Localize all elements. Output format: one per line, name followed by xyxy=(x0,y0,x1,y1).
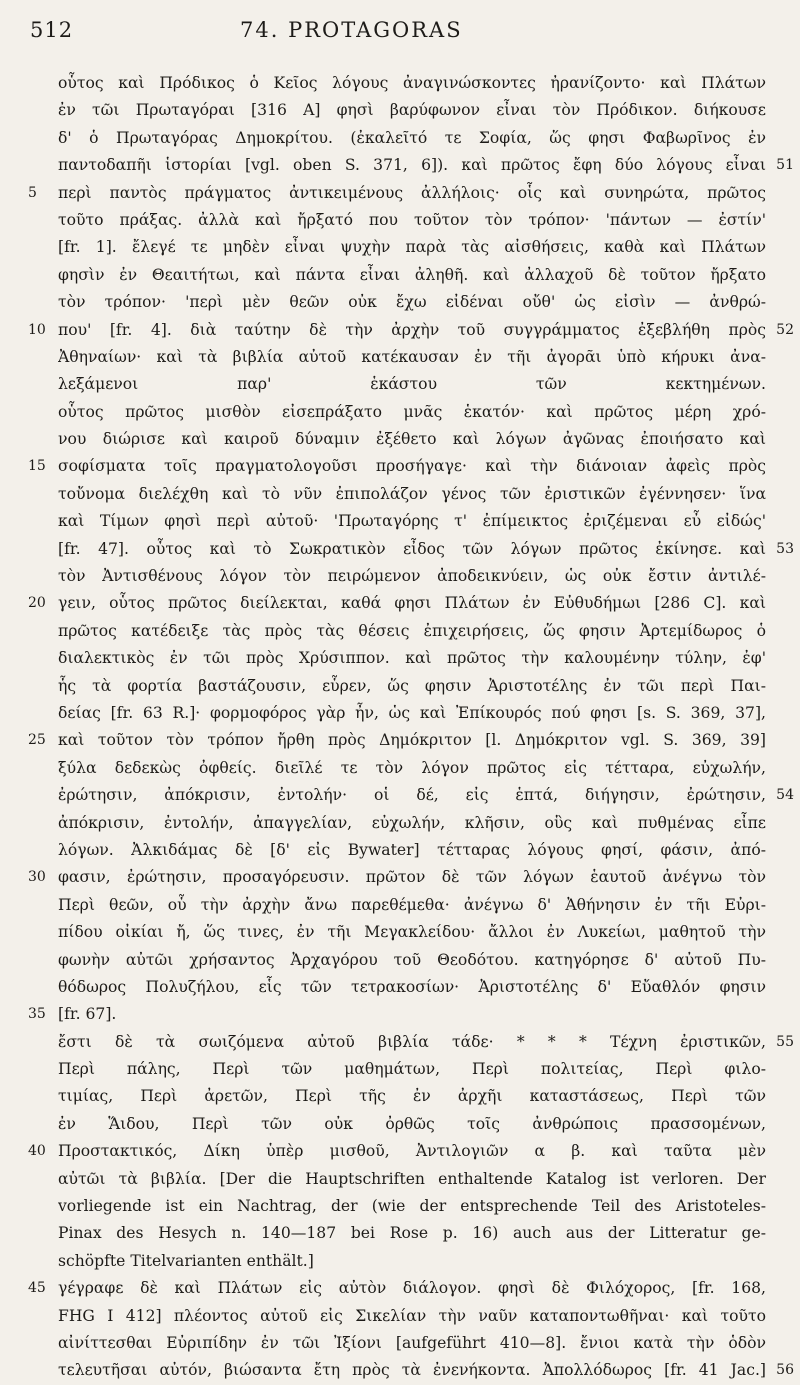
text-line xyxy=(0,1166,800,1193)
text-line xyxy=(0,371,800,398)
page-header xyxy=(0,12,800,52)
line-text: αἰνίττεσθαι Εὐριπίδην ἐν τῶι Ἰξίονι [aufgeführt 410—8]. ἔνιοι κατὰ τὴν ὁδὸν xyxy=(58,1333,766,1352)
text-line xyxy=(0,810,800,837)
text-line xyxy=(0,1330,800,1357)
text-line xyxy=(0,344,800,371)
line-text: vorliegende ist ein Nachtrag, der (wie der entsprechende Teil des Aristoteles- xyxy=(58,1197,766,1216)
line-text: FHG I 412] πλέοντος αὐτοῦ εἰς Σικελίαν τὴν ναῦν καταποντωθῆναι· καὶ τοῦτο xyxy=(58,1306,766,1325)
line-number: 35 xyxy=(28,1006,46,1023)
text-line xyxy=(0,152,800,179)
line-text: τελευτῆσαι αὐτόν, βιώσαντα ἔτη πρὸς τὰ ἐνενήκοντα. Ἀπολλόδωρος [fr. 41 Jac.] xyxy=(58,1361,766,1380)
line-text: που' [fr. 4]. διὰ ταύτην δὲ τὴν ἀρχὴν τοῦ συγγράμματος ἐξεβλήθη πρὸς xyxy=(58,320,766,339)
text-line xyxy=(0,1029,800,1056)
margin-number: 54 xyxy=(776,787,794,804)
text-line xyxy=(0,1220,800,1247)
line-text: σοφίσματα τοῖς πραγματολογοῦσι προσήγαγε· καὶ τὴν διάνοιαν ἀφεὶς πρὸς xyxy=(58,457,766,476)
line-number: 25 xyxy=(28,732,46,749)
line-text: λόγων. Ἀλκιδάμας δὲ [δ' εἰς Bywater] τέτταρας λόγους φησί, φάσιν, ἀπό- xyxy=(58,840,766,859)
line-text: ἐν τῶι Πρωταγόραι [316 A] φησὶ βαρύφωνον εἶναι τὸν Πρόδικον. διήκουσε xyxy=(58,101,766,120)
text-line xyxy=(0,289,800,316)
line-text: διαλεκτικὸς ἐν τῶι πρὸς Χρύσιππον. καὶ πρῶτος τὴν καλουμένην τύλην, ἐφ' xyxy=(58,649,766,668)
text-line xyxy=(0,864,800,891)
line-text: [fr. 47]. οὗτος καὶ τὸ Σωκρατικὸν εἶδος τῶν λόγων πρῶτος ἐκίνησε. καὶ xyxy=(58,539,766,558)
line-text: νου διώρισε καὶ καιροῦ δύναμιν ἐξέθετο καὶ λόγων ἀγῶνας ἐποιήσατο καὶ xyxy=(58,430,766,449)
text-line xyxy=(0,399,800,426)
line-text: τὸν τρόπον· 'περὶ μὲν θεῶν οὐκ ἔχω εἰδέναι οὔθ' ὡς εἰσὶν — ἀνθρώ- xyxy=(58,293,766,312)
text-line xyxy=(0,947,800,974)
line-text: Περὶ θεῶν, οὗ τὴν ἀρχὴν ἄνω παρεθέμεθα· ἀνέγνω δ' Ἀθήνησιν ἐν τῆι Εὐρι- xyxy=(58,895,766,914)
line-text: schöpfte Titelvarianten enthält.] xyxy=(58,1251,314,1270)
line-text: αὐτῶι τὰ βιβλία. [Der die Hauptschriften enthaltende Katalog ist verloren. Der xyxy=(58,1169,766,1188)
text-line xyxy=(0,837,800,864)
line-text: παντοδαπῆι ἱστορίαι [vgl. oben S. 371, 6]). καὶ πρῶτος ἔφη δύο λόγους εἶναι xyxy=(58,156,766,175)
margin-number: 53 xyxy=(776,540,794,557)
text-line xyxy=(0,317,800,344)
line-text: τὸν Ἀντισθένους λόγον τὸν πειρώμενον ἀποδεικνύειν, ὡς οὐκ ἔστιν ἀντιλέ- xyxy=(58,567,766,586)
text-line xyxy=(0,97,800,124)
line-text: δείας [fr. 63 R.]· φορμοφόρος γὰρ ἦν, ὡς καὶ Ἐπίκουρός πού φησι [s. S. 369, 37], xyxy=(58,703,766,722)
line-text: γέγραφε δὲ καὶ Πλάτων εἰς αὐτὸν διάλογον. φησὶ δὲ Φιλόχορος, [fr. 168, xyxy=(58,1279,766,1298)
text-line xyxy=(0,70,800,97)
line-text: ἀπόκρισιν, ἐντολήν, ἀπαγγελίαν, εὐχωλήν, κλῆσιν, οὓς καὶ πυθμένας εἶπε xyxy=(58,813,766,832)
line-text: [fr. 67]. xyxy=(58,1005,117,1024)
text-line xyxy=(0,1083,800,1110)
text-line xyxy=(0,1056,800,1083)
margin-number: 52 xyxy=(776,321,794,338)
text-line xyxy=(0,536,800,563)
margin-number: 56 xyxy=(776,1362,794,1379)
line-number: 30 xyxy=(28,869,46,886)
margin-number: 51 xyxy=(776,157,794,174)
text-line xyxy=(0,180,800,207)
line-text: περὶ παντὸς πράγματος ἀντικειμένους ἀλλήλοις· οἷς καὶ συνηρώτα, πρῶτος xyxy=(58,183,766,202)
line-number: 15 xyxy=(28,458,46,475)
text-line xyxy=(0,1193,800,1220)
line-text: καὶ Τίμων φησὶ περὶ αὐτοῦ· 'Πρωταγόρης τ' ἐπίμεικτος ἐριζέμεναι εὖ εἰδώς' xyxy=(58,512,766,531)
line-text: θόδωρος Πολυζήλου, εἷς τῶν τετρακοσίων· Ἀριστοτέλης δ' Εὔαθλόν φησιν xyxy=(58,977,766,996)
line-number: 40 xyxy=(28,1143,46,1160)
text-line xyxy=(0,1111,800,1138)
line-text: [fr. 1]. ἔλεγέ τε μηδὲν εἶναι ψυχὴν παρὰ τὰς αἰσθήσεις, καθὰ καὶ Πλάτων xyxy=(58,238,766,257)
line-text: Περὶ πάλης, Περὶ τῶν μαθημάτων, Περὶ πολιτείας, Περὶ φιλο- xyxy=(58,1060,766,1079)
text-line xyxy=(0,1001,800,1028)
text-body xyxy=(0,70,800,1385)
text-line xyxy=(0,673,800,700)
line-text: δ' ὁ Πρωταγόρας Δημοκρίτου. (ἐκαλεῖτό τε Σοφία, ὥς φησι Φαβωρῖνος ἐν xyxy=(58,128,766,147)
text-line xyxy=(0,590,800,617)
line-text: ἐν Ἅιδου, Περὶ τῶν οὐκ ὀρθῶς τοῖς ἀνθρώποις πρασσομένων, xyxy=(58,1114,766,1133)
text-line xyxy=(0,645,800,672)
line-text: Προστακτικός, Δίκη ὑπὲρ μισθοῦ, Ἀντιλογιῶν α β. καὶ ταῦτα μὲν xyxy=(58,1142,766,1161)
text-line xyxy=(0,563,800,590)
line-text: λεξάμενοι παρ' ἑκάστου τῶν κεκτημένων. xyxy=(58,375,766,394)
text-line xyxy=(0,207,800,234)
line-text: ἔστι δὲ τὰ σωιζόμενα αὐτοῦ βιβλία τάδε· * * * Τέχνη ἐριστικῶν, xyxy=(58,1032,766,1051)
line-text: πρῶτος κατέδειξε τὰς πρὸς τὰς θέσεις ἐπιχειρήσεις, ὥς φησιν Ἀρτεμίδωρος ὁ xyxy=(58,621,766,640)
line-text: τοὔνομα διελέχθη καὶ τὸ νῦν ἐπιπολάζον γένος τῶν ἐριστικῶν ἐγέννησεν· ἵνα xyxy=(58,484,766,503)
line-text: Pinax des Hesych n. 140—187 bei Rose p. 16) auch aus der Litteratur ge- xyxy=(58,1224,766,1243)
text-line xyxy=(0,426,800,453)
line-number: 10 xyxy=(28,321,46,338)
page-number: 512 xyxy=(30,18,74,42)
line-text: φησὶν ἐν Θεαιτήτωι, καὶ πάντα εἶναι ἀληθῆ. καὶ ἀλλαχοῦ δὲ τοῦτον ἤρξατο xyxy=(58,265,766,284)
text-line xyxy=(0,234,800,261)
line-number: 5 xyxy=(28,184,37,201)
line-text: γειν, οὗτος πρῶτος διείλεκται, καθά φησι Πλάτων ἐν Εὐθυδήμωι [286 C]. καὶ xyxy=(58,594,766,613)
text-line xyxy=(0,125,800,152)
line-text: τιμίας, Περὶ ἀρετῶν, Περὶ τῆς ἐν ἀρχῆι καταστάσεως, Περὶ τῶν xyxy=(58,1087,766,1106)
line-text: ξύλα δεδεκὼς ὀφθείς. διεῖλέ τε τὸν λόγον πρῶτος εἰς τέτταρα, εὐχωλήν, xyxy=(58,758,766,777)
text-line xyxy=(0,262,800,289)
text-line xyxy=(0,700,800,727)
line-number: 20 xyxy=(28,595,46,612)
line-text: φωνὴν αὐτῶι χρήσαντος Ἀρχαγόρου τοῦ Θεοδότου. κατηγόρησε δ' αὐτοῦ Πυ- xyxy=(58,950,766,969)
text-line xyxy=(0,974,800,1001)
text-line xyxy=(0,1275,800,1302)
line-text: οὗτος καὶ Πρόδικος ὁ Κεῖος λόγους ἀναγινώσκοντες ἠρανίζοντο· καὶ Πλάτων xyxy=(58,74,766,92)
text-line xyxy=(0,1138,800,1165)
running-head: 74. PROTAGORAS xyxy=(240,18,463,42)
line-text: καὶ τοῦτον τὸν τρόπον ἤρθη πρὸς Δημόκριτον [l. Δημόκριτον vgl. S. 369, 39] xyxy=(58,731,766,750)
line-text: Ἀθηναίων· καὶ τὰ βιβλία αὐτοῦ κατέκαυσαν ἐν τῆι ἀγορᾶι ὑπὸ κήρυκι ἀνα- xyxy=(58,347,766,366)
line-text: πίδου οἰκίαι ἤ, ὥς τινες, ἐν τῆι Μεγακλείδου· ἄλλοι ἐν Λυκείωι, μαθητοῦ τὴν xyxy=(58,923,766,942)
line-text: τοῦτο πράξας. ἀλλὰ καὶ ἤρξατό που τοῦτον τὸν τρόπον· 'πάντων — ἐστίν' xyxy=(58,210,766,229)
text-line xyxy=(0,727,800,754)
text-line xyxy=(0,782,800,809)
line-text: ἧς τὰ φορτία βαστάζουσιν, εὗρεν, ὥς φησιν Ἀριστοτέλης ἐν τῶι περὶ Παι- xyxy=(58,676,766,695)
text-line xyxy=(0,919,800,946)
line-text: ἐρώτησιν, ἀπόκρισιν, ἐντολήν· οἱ δέ, εἰς ἑπτά, διήγησιν, ἐρώτησιν, xyxy=(58,786,766,805)
text-line xyxy=(0,1357,800,1384)
text-line xyxy=(0,508,800,535)
text-line xyxy=(0,1248,800,1275)
text-line xyxy=(0,618,800,645)
line-text: οὗτος πρῶτος μισθὸν εἰσεπράξατο μνᾶς ἑκατόν· καὶ πρῶτος μέρη χρό- xyxy=(58,402,766,421)
text-line xyxy=(0,453,800,480)
line-number: 45 xyxy=(28,1280,46,1297)
text-line xyxy=(0,481,800,508)
line-text: φασιν, ἐρώτησιν, προσαγόρευσιν. πρῶτον δὲ τῶν λόγων ἑαυτοῦ ἀνέγνω τὸν xyxy=(58,868,766,887)
margin-number: 55 xyxy=(776,1033,794,1050)
text-line xyxy=(0,892,800,919)
text-line xyxy=(0,1303,800,1330)
text-line xyxy=(0,755,800,782)
